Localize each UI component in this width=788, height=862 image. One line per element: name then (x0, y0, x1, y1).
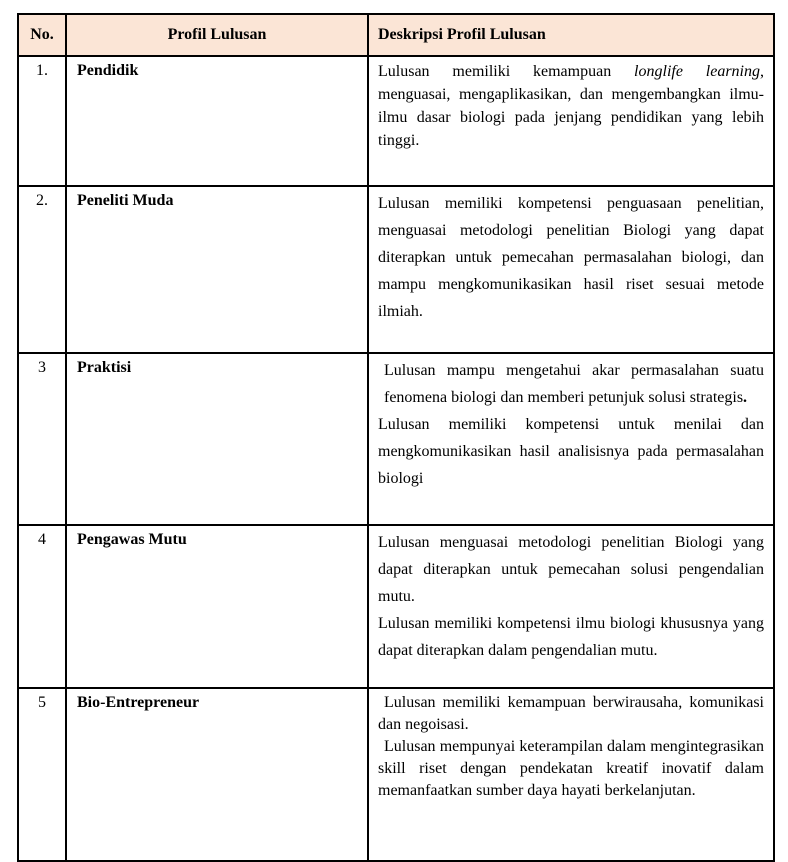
text-run: Lulusan memiliki kompetensi untuk menilai dan mengkomunikasikan hasil analisisnya pada permasalahan biologi (378, 416, 764, 487)
text-run: Lulusan memiliki kompetensi penguasaan penelitian, menguasai metodologi penelitian Biologi yang dapat diterapkan untuk pemecahan permasalahan biologi, dan mampu mengkomunikasikan hasil riset sesuai metode ilmiah. (378, 195, 764, 320)
description-paragraph (378, 610, 764, 664)
cell-profil: Bio-Entrepreneur (66, 688, 368, 861)
table-header-row (18, 14, 774, 56)
cell-profil: Pengawas Mutu (66, 525, 368, 688)
header-profil: Profil Lulusan (66, 14, 368, 56)
table-row (18, 525, 774, 688)
text-run: Lulusan memiliki kemampuan berwirausaha, komunikasi dan negoisasi. (378, 694, 764, 733)
description-paragraph (378, 60, 764, 152)
cell-no: 2. (18, 186, 66, 353)
text-run: . (743, 389, 748, 406)
table-body (18, 56, 774, 861)
text-run: Lulusan menguasai metodologi penelitian Biologi yang dapat diterapkan untuk pemecahan solusi pengendalian mutu. (378, 534, 764, 605)
table-row (18, 186, 774, 353)
cell-deskripsi (368, 525, 774, 688)
text-run: , menguasai, mengaplikasikan, dan mengembangkan ilmu-ilmu dasar biologi pada jenjang pendidikan yang lebih tinggi. (378, 63, 764, 149)
document-page (0, 13, 788, 858)
cell-profil: Praktisi (66, 353, 368, 525)
text-run: Lulusan memiliki kompetensi ilmu biologi khususnya yang dapat diterapkan dalam pengendalian mutu. (378, 615, 764, 659)
table-row (18, 353, 774, 525)
table-row (18, 688, 774, 861)
description-paragraph (378, 411, 764, 492)
description-paragraph (378, 736, 764, 802)
description-paragraph (384, 357, 764, 411)
description-paragraph (378, 529, 764, 610)
header-no: No. (18, 14, 66, 56)
text-run: longlife learning (634, 63, 760, 80)
cell-deskripsi (368, 186, 774, 353)
profil-lulusan-table (17, 13, 775, 862)
cell-no: 1. (18, 56, 66, 186)
header-deskripsi: Deskripsi Profil Lulusan (368, 14, 774, 56)
cell-no: 5 (18, 688, 66, 861)
table-row (18, 56, 774, 186)
cell-deskripsi (368, 353, 774, 525)
cell-profil: Pendidik (66, 56, 368, 186)
cell-profil: Peneliti Muda (66, 186, 368, 353)
cell-no: 4 (18, 525, 66, 688)
text-run: Lulusan mampu mengetahui akar permasalahan suatu fenomena biologi dan memberi petunjuk solusi strategis (384, 362, 764, 406)
cell-deskripsi (368, 56, 774, 186)
description-paragraph (378, 692, 764, 736)
description-paragraph (378, 190, 764, 325)
text-run: Lulusan memiliki kemampuan (378, 63, 635, 80)
cell-no: 3 (18, 353, 66, 525)
text-run: Lulusan mempunyai keterampilan dalam mengintegrasikan skill riset dengan pendekatan kreatif inovatif dalam memanfaatkan sumber daya hayati berkelanjutan. (378, 738, 764, 799)
cell-deskripsi (368, 688, 774, 861)
